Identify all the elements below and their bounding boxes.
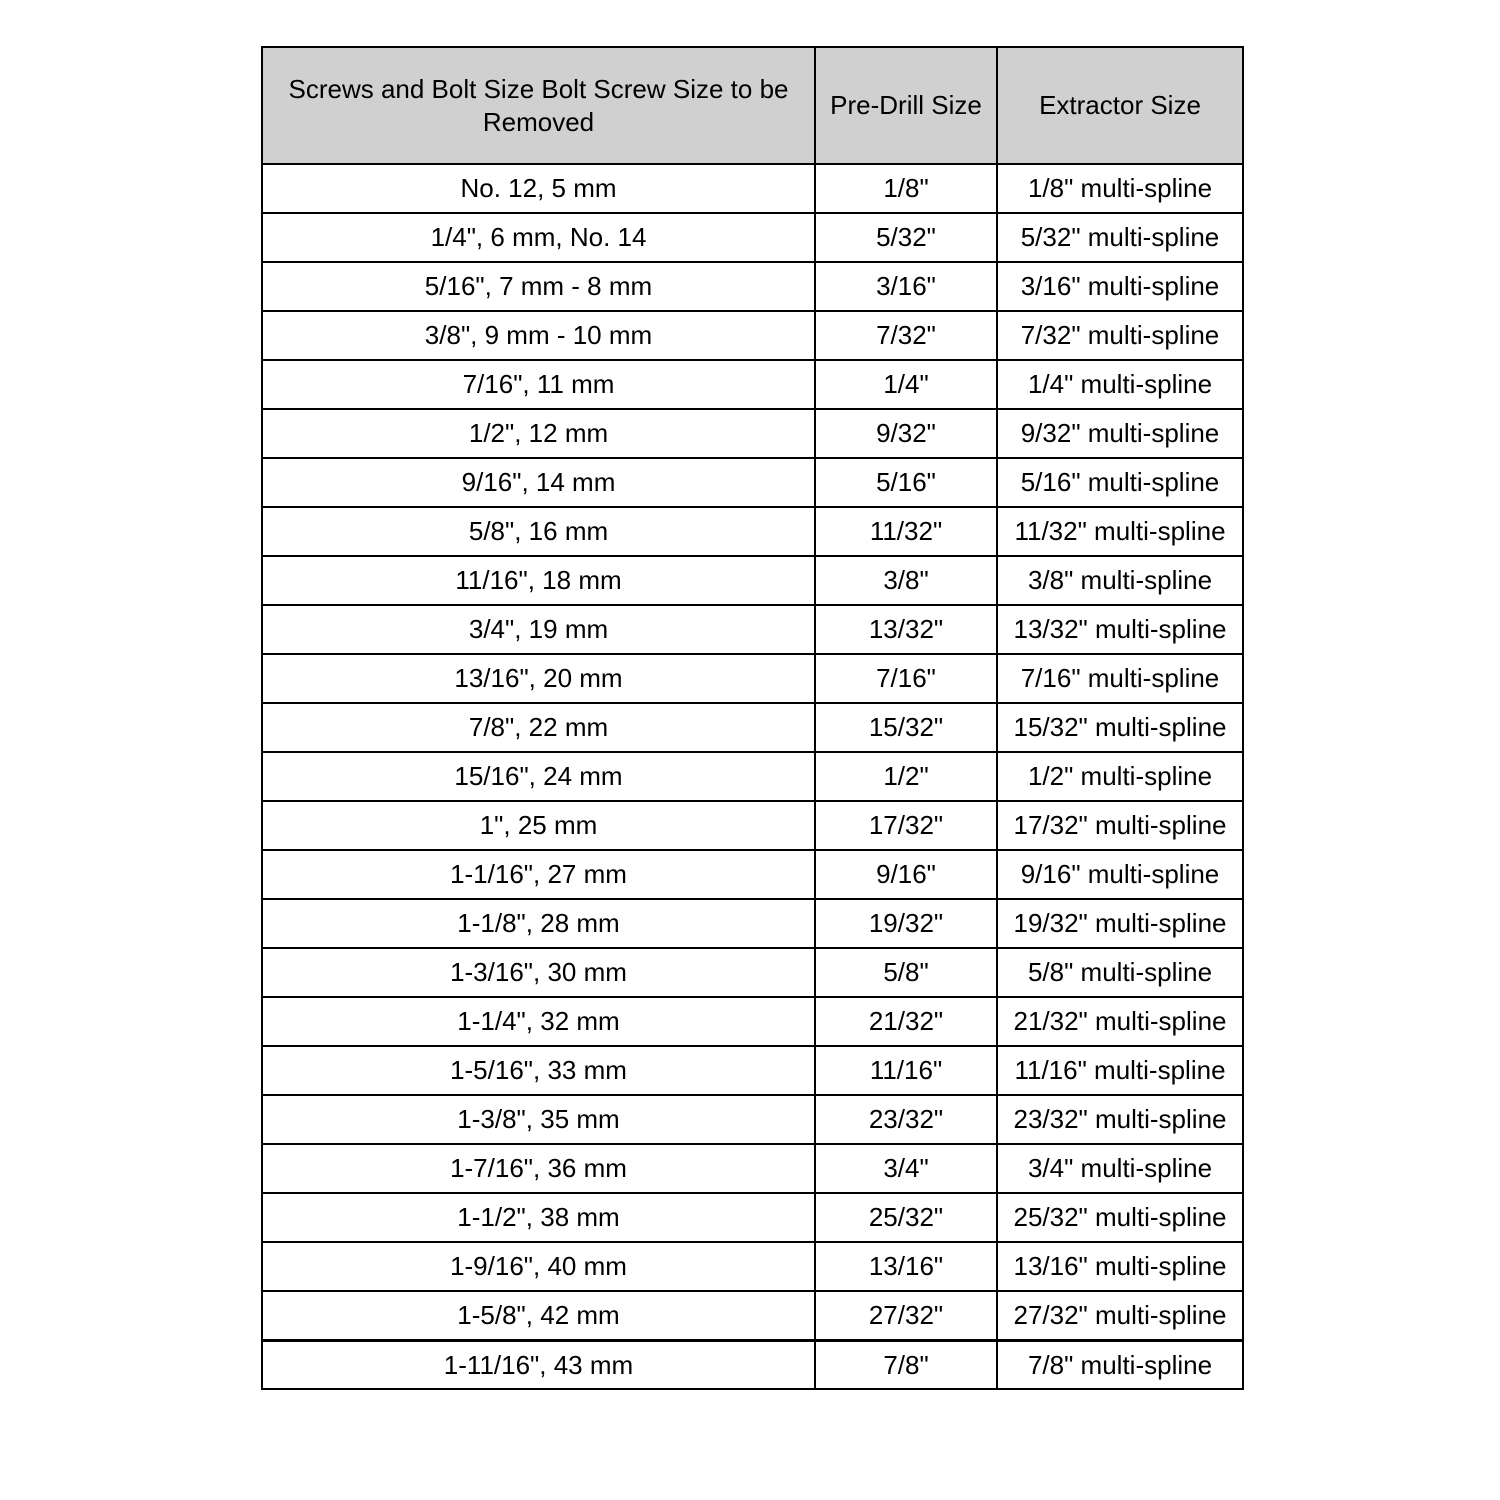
cell-extractor-size: 15/32" multi-spline — [997, 703, 1243, 752]
cell-screw-bolt-size: 1-1/8", 28 mm — [262, 899, 815, 948]
cell-pre-drill-size: 5/8" — [815, 948, 997, 997]
cell-pre-drill-size: 9/16" — [815, 850, 997, 899]
table-row — [262, 703, 1243, 752]
cell-pre-drill-size: 3/8" — [815, 556, 997, 605]
table-row — [262, 948, 1243, 997]
cell-pre-drill-size: 17/32" — [815, 801, 997, 850]
table-row — [262, 1291, 1243, 1340]
table-row — [262, 654, 1243, 703]
cell-extractor-size: 7/16" multi-spline — [997, 654, 1243, 703]
cell-pre-drill-size: 3/16" — [815, 262, 997, 311]
cell-pre-drill-size: 15/32" — [815, 703, 997, 752]
cell-extractor-size: 7/8" multi-spline — [997, 1340, 1243, 1389]
table-row — [262, 899, 1243, 948]
cell-pre-drill-size: 25/32" — [815, 1193, 997, 1242]
cell-extractor-size: 21/32" multi-spline — [997, 997, 1243, 1046]
cell-extractor-size: 9/16" multi-spline — [997, 850, 1243, 899]
cell-pre-drill-size: 27/32" — [815, 1291, 997, 1340]
table-row — [262, 850, 1243, 899]
cell-screw-bolt-size: 15/16", 24 mm — [262, 752, 815, 801]
cell-pre-drill-size: 13/32" — [815, 605, 997, 654]
cell-extractor-size: 13/16" multi-spline — [997, 1242, 1243, 1291]
cell-pre-drill-size: 3/4" — [815, 1144, 997, 1193]
table-row — [262, 801, 1243, 850]
cell-screw-bolt-size: 3/8", 9 mm - 10 mm — [262, 311, 815, 360]
table-row — [262, 213, 1243, 262]
table-row — [262, 1242, 1243, 1291]
cell-pre-drill-size: 1/2" — [815, 752, 997, 801]
table-row — [262, 360, 1243, 409]
cell-extractor-size: 5/8" multi-spline — [997, 948, 1243, 997]
table-row — [262, 311, 1243, 360]
cell-screw-bolt-size: 1/4", 6 mm, No. 14 — [262, 213, 815, 262]
cell-extractor-size: 25/32" multi-spline — [997, 1193, 1243, 1242]
cell-extractor-size: 9/32" multi-spline — [997, 409, 1243, 458]
cell-extractor-size: 11/16" multi-spline — [997, 1046, 1243, 1095]
cell-screw-bolt-size: 1", 25 mm — [262, 801, 815, 850]
table-header — [262, 47, 1243, 164]
cell-pre-drill-size: 5/16" — [815, 458, 997, 507]
cell-extractor-size: 1/2" multi-spline — [997, 752, 1243, 801]
cell-pre-drill-size: 21/32" — [815, 997, 997, 1046]
cell-extractor-size: 13/32" multi-spline — [997, 605, 1243, 654]
extractor-size-table — [261, 46, 1244, 1390]
table-row — [262, 1144, 1243, 1193]
cell-extractor-size: 3/4" multi-spline — [997, 1144, 1243, 1193]
cell-screw-bolt-size: 3/4", 19 mm — [262, 605, 815, 654]
table-body — [262, 164, 1243, 1389]
cell-screw-bolt-size: 1-3/16", 30 mm — [262, 948, 815, 997]
cell-pre-drill-size: 13/16" — [815, 1242, 997, 1291]
cell-screw-bolt-size: 1-11/16", 43 mm — [262, 1340, 815, 1389]
cell-pre-drill-size: 23/32" — [815, 1095, 997, 1144]
cell-extractor-size: 1/8" multi-spline — [997, 164, 1243, 213]
cell-extractor-size: 7/32" multi-spline — [997, 311, 1243, 360]
cell-extractor-size: 17/32" multi-spline — [997, 801, 1243, 850]
cell-pre-drill-size: 11/32" — [815, 507, 997, 556]
cell-screw-bolt-size: 1-1/2", 38 mm — [262, 1193, 815, 1242]
cell-extractor-size: 19/32" multi-spline — [997, 899, 1243, 948]
cell-extractor-size: 3/16" multi-spline — [997, 262, 1243, 311]
cell-screw-bolt-size: 7/16", 11 mm — [262, 360, 815, 409]
cell-pre-drill-size: 11/16" — [815, 1046, 997, 1095]
cell-pre-drill-size: 9/32" — [815, 409, 997, 458]
cell-pre-drill-size: 7/32" — [815, 311, 997, 360]
cell-screw-bolt-size: 1-9/16", 40 mm — [262, 1242, 815, 1291]
cell-screw-bolt-size: 5/8", 16 mm — [262, 507, 815, 556]
cell-screw-bolt-size: 5/16", 7 mm - 8 mm — [262, 262, 815, 311]
cell-pre-drill-size: 5/32" — [815, 213, 997, 262]
extractor-size-table-wrapper — [261, 46, 1244, 1390]
cell-screw-bolt-size: 13/16", 20 mm — [262, 654, 815, 703]
cell-screw-bolt-size: 11/16", 18 mm — [262, 556, 815, 605]
cell-screw-bolt-size: 1-3/8", 35 mm — [262, 1095, 815, 1144]
cell-extractor-size: 1/4" multi-spline — [997, 360, 1243, 409]
table-row — [262, 409, 1243, 458]
table-row — [262, 1340, 1243, 1389]
cell-pre-drill-size: 19/32" — [815, 899, 997, 948]
cell-screw-bolt-size: No. 12, 5 mm — [262, 164, 815, 213]
cell-screw-bolt-size: 1-1/16", 27 mm — [262, 850, 815, 899]
table-row — [262, 458, 1243, 507]
cell-extractor-size: 5/32" multi-spline — [997, 213, 1243, 262]
cell-pre-drill-size: 7/8" — [815, 1340, 997, 1389]
cell-screw-bolt-size: 1-7/16", 36 mm — [262, 1144, 815, 1193]
table-row — [262, 997, 1243, 1046]
column-header-pre-drill-size: Pre-Drill Size — [815, 47, 997, 164]
cell-pre-drill-size: 1/8" — [815, 164, 997, 213]
table-row — [262, 752, 1243, 801]
table-row — [262, 1046, 1243, 1095]
cell-screw-bolt-size: 1-5/16", 33 mm — [262, 1046, 815, 1095]
table-row — [262, 262, 1243, 311]
table-row — [262, 556, 1243, 605]
column-header-screw-bolt-size: Screws and Bolt Size Bolt Screw Size to be Removed — [262, 47, 815, 164]
cell-extractor-size: 27/32" multi-spline — [997, 1291, 1243, 1340]
cell-screw-bolt-size: 9/16", 14 mm — [262, 458, 815, 507]
cell-extractor-size: 23/32" multi-spline — [997, 1095, 1243, 1144]
header-row — [262, 47, 1243, 164]
cell-screw-bolt-size: 7/8", 22 mm — [262, 703, 815, 752]
table-row — [262, 605, 1243, 654]
cell-screw-bolt-size: 1/2", 12 mm — [262, 409, 815, 458]
cell-screw-bolt-size: 1-5/8", 42 mm — [262, 1291, 815, 1340]
cell-extractor-size: 11/32" multi-spline — [997, 507, 1243, 556]
cell-pre-drill-size: 1/4" — [815, 360, 997, 409]
cell-extractor-size: 3/8" multi-spline — [997, 556, 1243, 605]
table-row — [262, 1095, 1243, 1144]
table-row — [262, 1193, 1243, 1242]
table-row — [262, 164, 1243, 213]
cell-extractor-size: 5/16" multi-spline — [997, 458, 1243, 507]
cell-screw-bolt-size: 1-1/4", 32 mm — [262, 997, 815, 1046]
cell-pre-drill-size: 7/16" — [815, 654, 997, 703]
column-header-extractor-size: Extractor Size — [997, 47, 1243, 164]
table-row — [262, 507, 1243, 556]
